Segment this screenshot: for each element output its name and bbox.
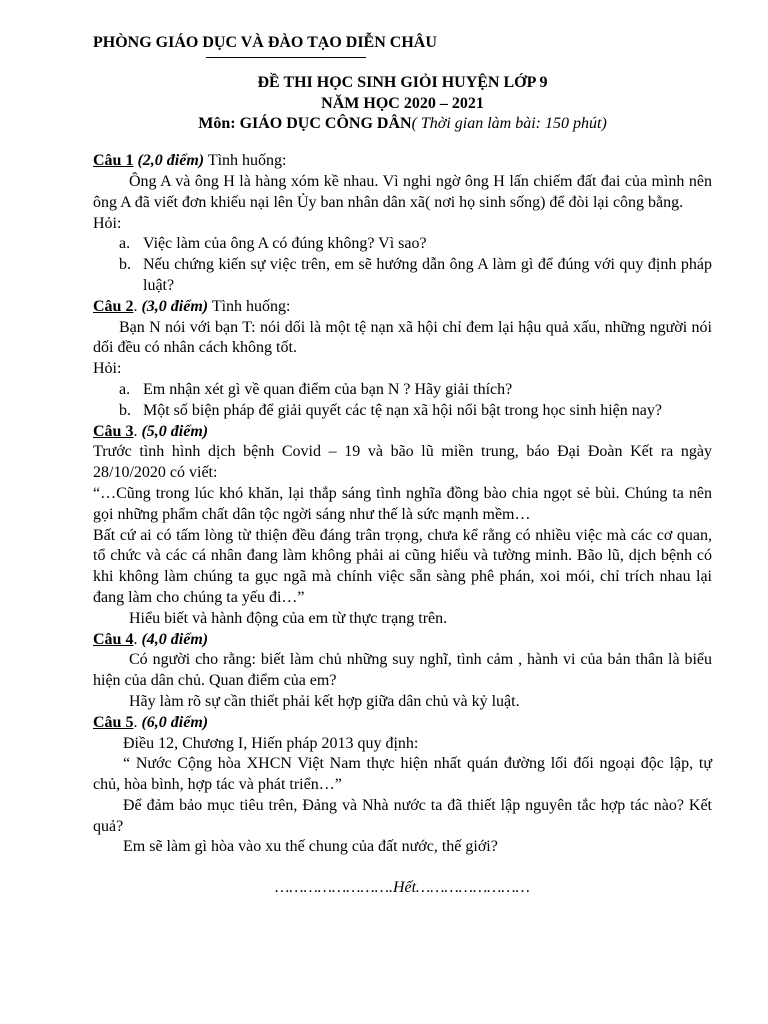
question-points: (6,0 điểm) xyxy=(141,713,209,731)
question-heading xyxy=(93,297,712,318)
sub-question-text: Nếu chứng kiến sự việc trên, em sẽ hướng dẫn ông A làm gì để đúng với quy định pháp luật? xyxy=(143,256,712,294)
end-marker: …………………….Hết…………………… xyxy=(275,879,530,897)
question-points: (2,0 điểm) xyxy=(137,152,205,170)
question-heading xyxy=(93,630,712,651)
sub-question-text: Việc làm của ông A có đúng không? Vì sao? xyxy=(143,235,427,253)
exam-heading xyxy=(93,73,712,115)
question-body: Bạn N nói với bạn T: nói dối là một tệ nạn xã hội chỉ đem lại hậu quả xấu, những người nói dối đều có nhân cách không tốt. xyxy=(93,318,712,357)
question-heading xyxy=(93,422,712,443)
question-separator: . xyxy=(133,297,142,315)
question-points: (3,0 điểm) xyxy=(141,297,209,315)
time-note: ( Thời gian làm bài: 150 phút) xyxy=(411,115,607,133)
question-task: Em sẽ làm gì hòa vào xu thế chung của đất nước, thế giới? xyxy=(123,838,498,856)
question-body: Có người cho rằng: biết làm chủ những suy nghĩ, tình cảm , hành vi của bản thân là biểu hiện của dân chủ. Quan điểm của em? xyxy=(93,651,712,690)
subject-line xyxy=(93,114,712,135)
question-ask: Hỏi: xyxy=(93,214,122,232)
question-1 xyxy=(93,151,712,297)
question-quote: “ Nước Cộng hòa XHCN Việt Nam thực hiện nhất quán đường lối đối ngoại độc lập, tự chủ, hòa bình, hợp tác và phát triển…” xyxy=(93,755,712,794)
sub-question-text: Một số biện pháp để giải quyết các tệ nạn xã hội nổi bật trong học sinh hiện nay? xyxy=(143,401,662,419)
sub-question xyxy=(119,255,712,297)
question-intro: Tình huống: xyxy=(204,152,287,170)
question-intro: Tình huống: xyxy=(208,297,291,315)
sub-question-marker: b. xyxy=(119,256,131,274)
question-number: Câu 4 xyxy=(93,630,134,648)
sub-question-marker: b. xyxy=(119,401,131,419)
question-task: Hãy làm rõ sự cần thiết phải kết hợp giữa dân chủ và kỷ luật. xyxy=(129,692,520,710)
exam-page xyxy=(93,33,712,899)
question-ask: Hỏi: xyxy=(93,360,122,378)
question-5 xyxy=(93,713,712,859)
question-number: Câu 2 xyxy=(93,297,134,315)
sub-question-marker: a. xyxy=(119,380,131,398)
question-separator: . xyxy=(133,630,142,648)
question-4 xyxy=(93,630,712,713)
sub-question-list xyxy=(93,380,712,422)
question-separator: . xyxy=(133,713,142,731)
sub-question xyxy=(119,401,712,422)
sub-question xyxy=(119,234,712,255)
question-heading xyxy=(93,713,712,734)
sub-question xyxy=(119,380,712,401)
sub-question-marker: a. xyxy=(119,235,131,253)
question-number: Câu 5 xyxy=(93,713,134,731)
school-year: NĂM HỌC 2020 – 2021 xyxy=(321,94,484,112)
department-underline xyxy=(206,57,366,58)
question-heading xyxy=(93,151,712,172)
question-3 xyxy=(93,422,712,630)
question-number: Câu 3 xyxy=(93,422,134,440)
question-points: (5,0 điểm) xyxy=(141,422,209,440)
sub-question-list xyxy=(93,234,712,296)
question-number: Câu 1 xyxy=(93,152,134,170)
question-body: Điều 12, Chương I, Hiến pháp 2013 quy định: xyxy=(123,734,419,752)
question-2 xyxy=(93,297,712,422)
subject-label: Môn: GIÁO DỤC CÔNG DÂN xyxy=(198,115,412,133)
question-body: Để đảm bảo mục tiêu trên, Đảng và Nhà nước ta đã thiết lập nguyên tắc hợp tác nào? Kết quả? xyxy=(93,796,712,835)
question-points: (4,0 điểm) xyxy=(141,630,209,648)
question-lead: Trước tình hình dịch bệnh Covid – 19 và bão lũ miền trung, báo Đại Đoàn Kết ra ngày 28/10/2020 có viết: xyxy=(93,443,712,482)
question-separator: . xyxy=(133,422,142,440)
question-task: Hiểu biết và hành động của em từ thực trạng trên. xyxy=(129,609,448,627)
question-body: Ông A và ông H là hàng xóm kề nhau. Vì nghi ngờ ông H lấn chiếm đất đai của mình nên ông A đã viết đơn khiếu nại lên Ủy ban nhân dân xã( nơi họ sinh sống) để đòi lại công bằng. xyxy=(93,172,712,211)
sub-question-text: Em nhận xét gì về quan điểm của bạn N ? Hãy giải thích? xyxy=(143,380,513,398)
question-quote-continued: Bất cứ ai có tấm lòng từ thiện đều đáng trân trọng, chưa kể rằng có nhiều việc mà các cơ quan, tổ chức và các cá nhân đang làm không phải ai cũng hiểu và tường minh. Bão lũ, dịch bệnh có khi không làm chúng ta gục ngã mà chính việc sẵn sàng phê phán, xoi mói, chỉ trích nhau lại đang làm cho chúng ta yếu đi…” xyxy=(93,526,712,606)
exam-title: ĐỀ THI HỌC SINH GIỎI HUYỆN LỚP 9 xyxy=(257,73,548,91)
question-quote: “…Cũng trong lúc khó khăn, lại thắp sáng tình nghĩa đồng bào chia ngọt sẻ bùi. Chúng ta nên gọi những phẩm chất dân tộc ngời sáng như thế là sức mạnh mềm… xyxy=(93,484,712,523)
department-name: PHÒNG GIÁO DỤC VÀ ĐÀO TẠO DIỄN CHÂU xyxy=(93,34,437,51)
